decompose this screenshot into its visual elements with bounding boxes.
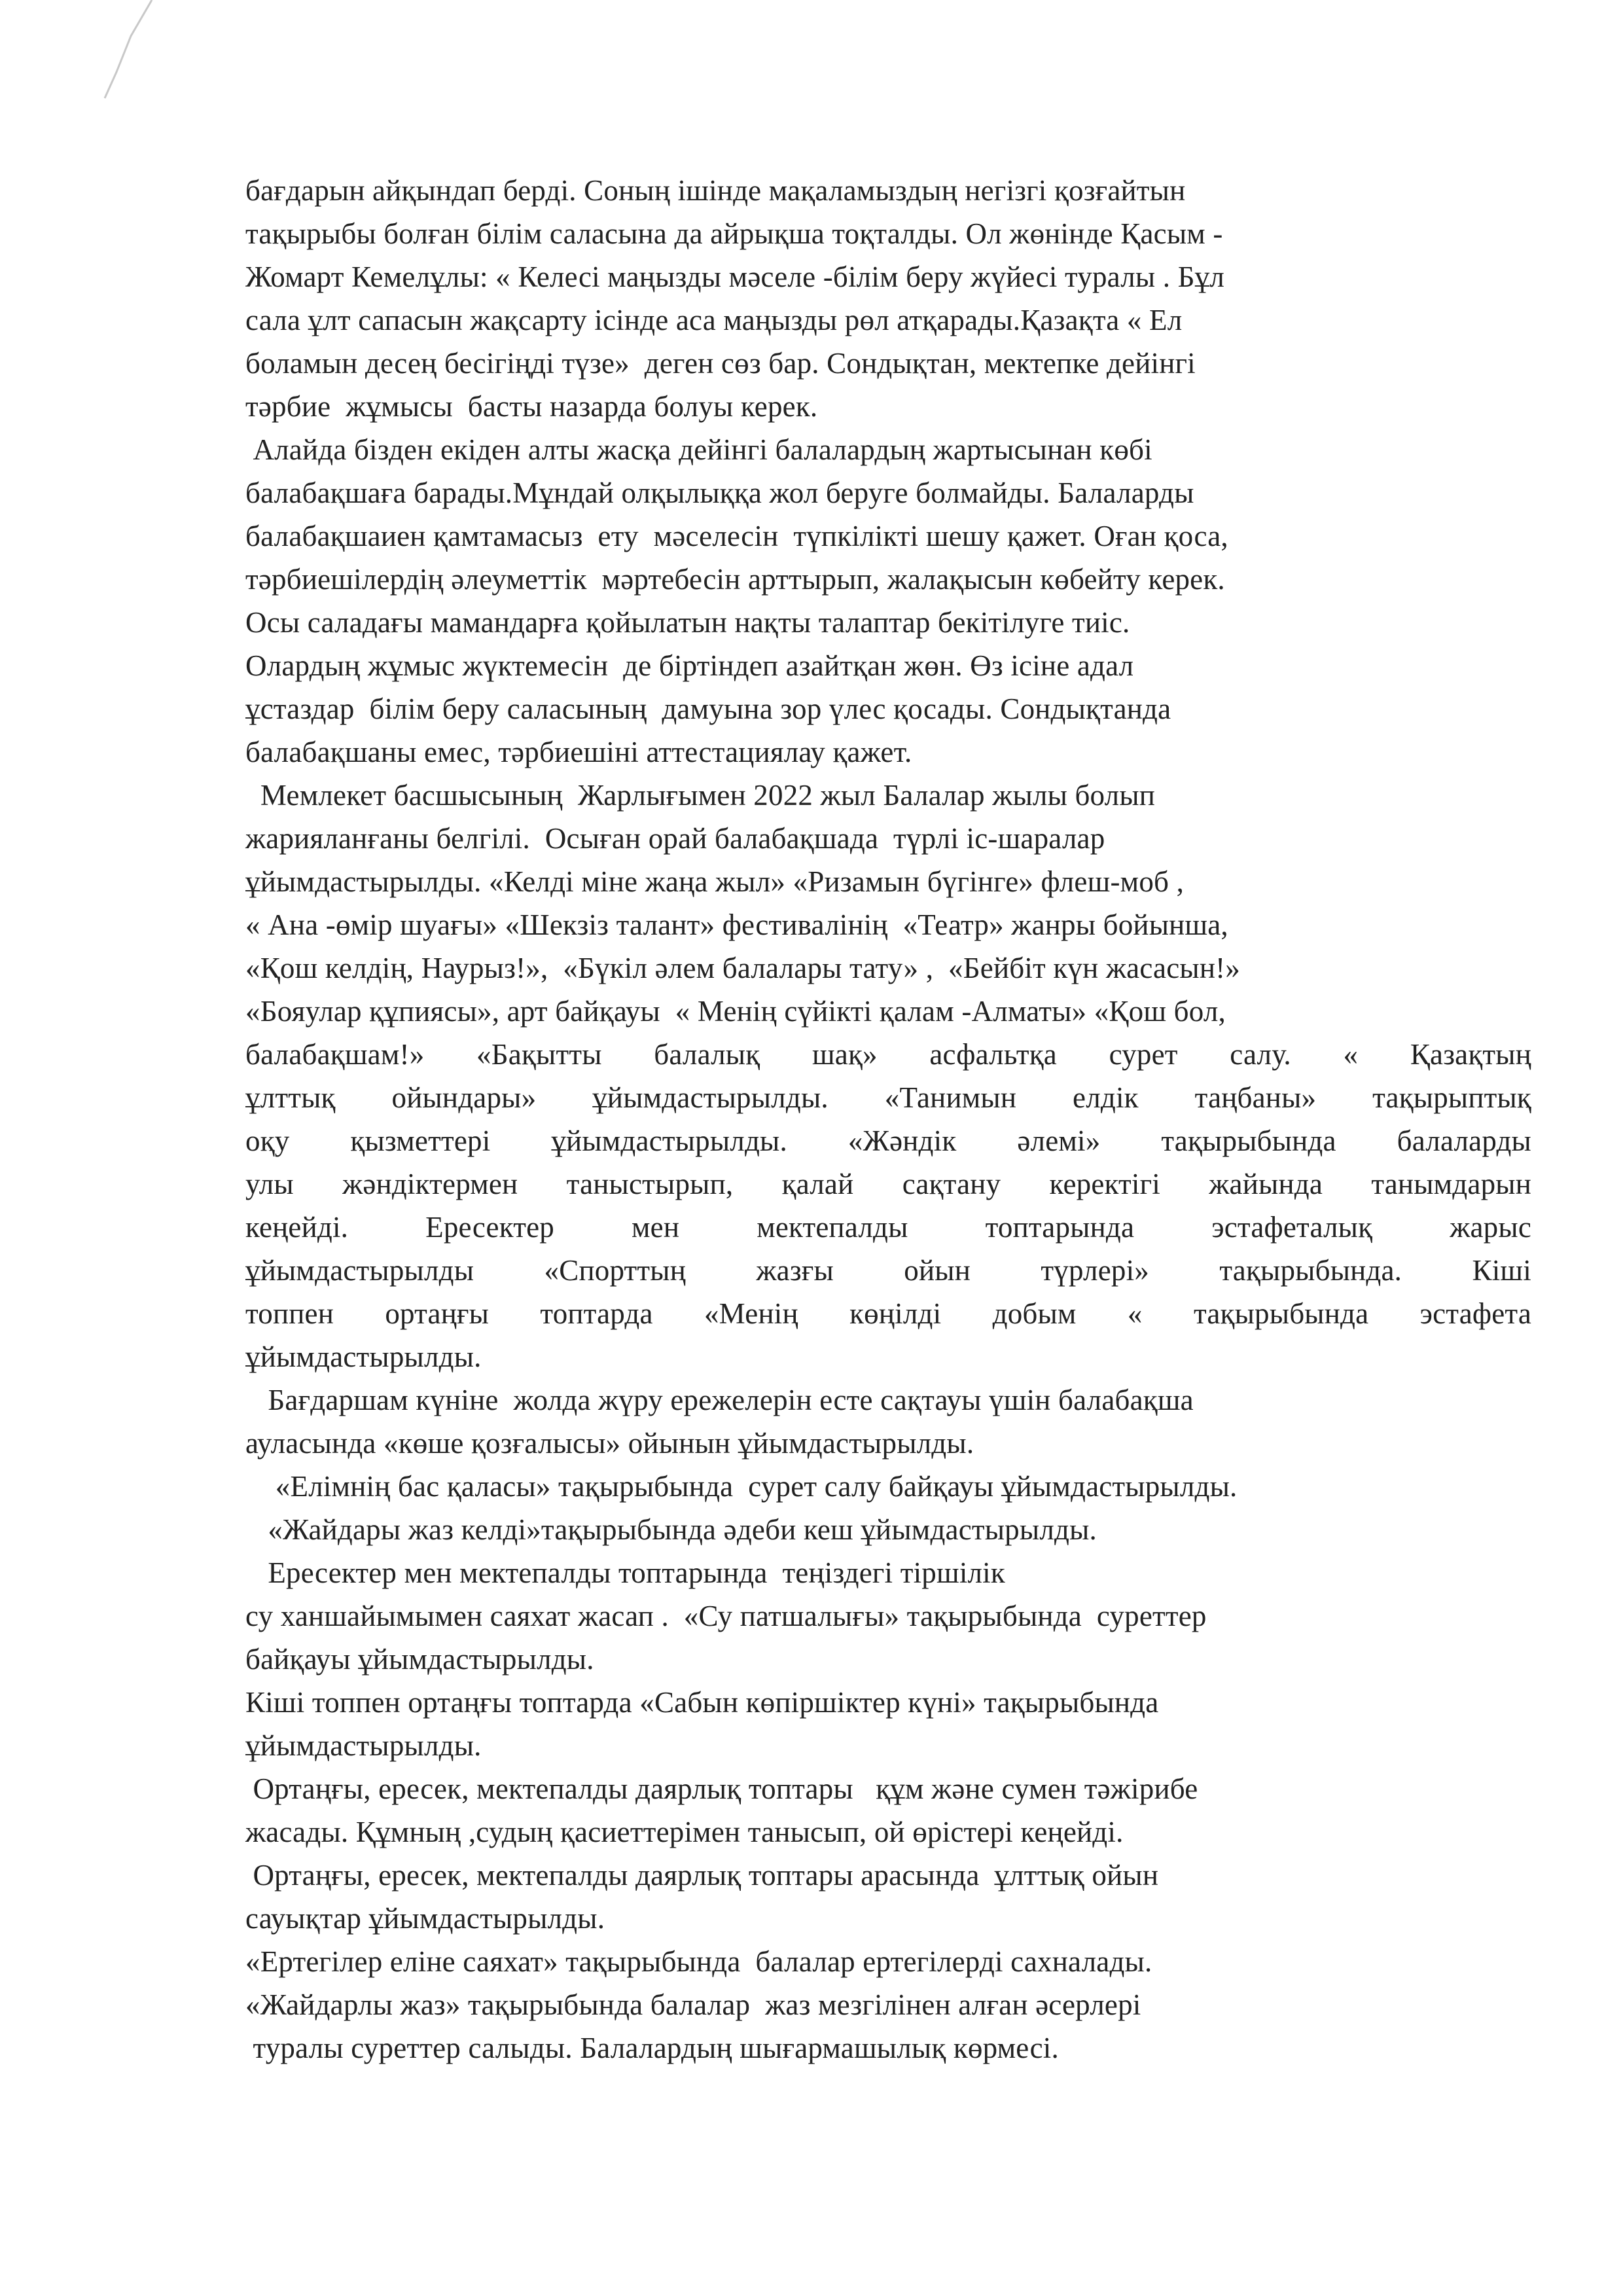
text-line: Кіші топпен ортаңғы топтарда «Сабын көпіршіктер күні» тақырыбында (245, 1686, 1159, 1719)
text-line: кеңейді. Ересектер мен мектепалды топтарында эстафеталық жарыс (245, 1211, 1531, 1244)
text-line: «Бояулар құпиясы», арт байқауы « Менің сүйікті қалам -Алматы» «Қош бол, (245, 995, 1226, 1028)
text-line: ауласында «көше қозғалысы» ойынын ұйымдастырылды. (245, 1427, 974, 1460)
text-line: балабақшаны емес, тәрбиешіні аттестациялау қажет. (245, 736, 912, 768)
text-line: туралы суреттер салыды. Балалардың шығармашылық көрмесі. (245, 2032, 1059, 2064)
text-line: оқу қызметтері ұйымдастырылды. «Жәндік әлемі» тақырыбында балаларды (245, 1124, 1531, 1157)
scan-edge-mark (0, 0, 170, 170)
text-line: ұйымдастырылды. «Келді міне жаңа жыл» «Ризамын бүгінге» флеш-моб , (245, 865, 1185, 898)
text-line: боламын десең бесігіңді түзе» деген сөз бар. Сондықтан, мектепке дейінгі (245, 347, 1196, 380)
text-line: бағдарын айқындап берді. Соның ішінде мақаламыздың негізгі қозғайтын (245, 174, 1186, 207)
text-line: топпен ортаңғы топтарда «Менің көңілді добым « тақырыбында эстафета (245, 1297, 1531, 1330)
text-line: Ортаңғы, ересек, мектепалды даярлық топтары құм және сумен тәжірибе (245, 1772, 1198, 1805)
text-line: Алайда бізден екіден алты жасқа дейінгі балалардың жартысынан көбі (245, 433, 1152, 466)
text-line: Ортаңғы, ересек, мектепалды даярлық топтары арасында ұлттық ойын (245, 1859, 1159, 1892)
text-line: сауықтар ұйымдастырылды. (245, 1902, 605, 1935)
text-line: ұйымдастырылды. (245, 1340, 482, 1373)
text-line: «Жайдарлы жаз» тақырыбында балалар жаз мезгілінен алған әсерлері (245, 1988, 1141, 2021)
text-line: «Қош келдің, Наурыз!», «Бүкіл әлем балалары тату» , «Бейбіт күн жасасын!» (245, 952, 1240, 984)
text-line: жарияланғаны белгілі. Осыған орай балабақшада түрлі іс-шаралар (245, 822, 1105, 855)
text-line: Олардың жұмыс жүктемесін де біртіндеп азайтқан жөн. Өз ісіне адал (245, 649, 1134, 682)
text-line: тақырыбы болған білім саласына да айрықша тоқталды. Ол жөнінде Қасым - (245, 217, 1223, 250)
text-line: ұйымдастырылды. (245, 1729, 482, 1762)
text-line: ұстаздар білім беру саласының дамуына зор үлес қосады. Сондықтанда (245, 692, 1171, 725)
text-line: ұйымдастырылды «Спорттың жазғы ойын түрлері» тақырыбында. Кіші (245, 1254, 1531, 1287)
text-line: Бағдаршам күніне жолда жүру ережелерін есте сақтауы үшін балабақша (245, 1384, 1194, 1416)
text-line: сала ұлт сапасын жақсарту ісінде аса маңызды рөл атқарады.Қазақта « Ел (245, 304, 1183, 336)
text-line: тәрбие жұмысы басты назарда болуы керек. (245, 390, 818, 423)
text-line: балабақшаға барады.Мұндай олқылыққа жол беруге болмайды. Балаларды (245, 476, 1194, 509)
text-line: « Ана -өмір шуағы» «Шекзіз талант» фестивалінің «Театр» жанры бойынша, (245, 908, 1228, 941)
text-line: Осы саладағы мамандарға қойылатын нақты талаптар бекітілуге тиіс. (245, 606, 1130, 639)
text-line: жасады. Құмның ,судың қасиеттерімен танысып, ой өрістері кеңейді. (245, 1816, 1124, 1848)
document-body (245, 169, 1541, 2070)
text-line: байқауы ұйымдастырылды. (245, 1643, 594, 1676)
text-line: «Елімнің бас қаласы» тақырыбында сурет салу байқауы ұйымдастырылды. (245, 1470, 1238, 1503)
text-line: балабақшаиен қамтамасыз ету мәселесін түпкілікті шешу қажет. Оған қоса, (245, 520, 1228, 552)
text-line: су ханшайымымен саяхат жасап . «Су патшалығы» тақырыбында суреттер (245, 1600, 1207, 1632)
text-line: ұлттық ойындары» ұйымдастырылды. «Танимын елдік таңбаны» тақырыптық (245, 1081, 1531, 1114)
text-line: Мемлекет басшысының Жарлығымен 2022 жыл Балалар жылы болып (245, 779, 1156, 812)
text-line: «Жайдары жаз келді»тақырыбында әдеби кеш ұйымдастырылды. (245, 1513, 1097, 1546)
text-line: Жомарт Кемелұлы: « Келесі маңызды мәселе -білім беру жүйесі туралы . Бұл (245, 260, 1225, 293)
text-line: Ересектер мен мектепалды топтарында теңіздегі тіршілік (245, 1556, 1005, 1589)
text-line: улы жәндіктермен таныстырып, қалай сақтану керектігі жайында танымдарын (245, 1168, 1531, 1200)
text-line: балабақшам!» «Бақытты балалық шақ» асфальтқа сурет салу. « Қазақтың (245, 1038, 1531, 1071)
text-line: тәрбиешілердің әлеуметтік мәртебесін арттырып, жалақысын көбейту керек. (245, 563, 1225, 596)
text-line: «Ертегілер еліне саяхат» тақырыбында балалар ертегілерді сахналады. (245, 1945, 1152, 1978)
